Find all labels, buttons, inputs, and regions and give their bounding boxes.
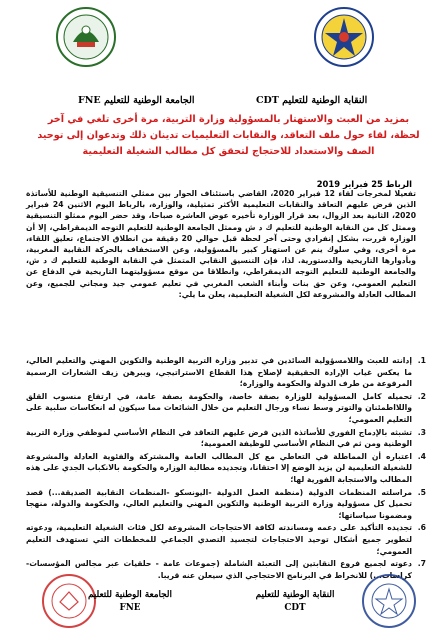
demand-item [26, 451, 426, 486]
demand-number: 2. [417, 391, 426, 401]
demands-list [26, 355, 426, 582]
demand-text: تحميله كامل المسؤولية للوزارة بصفة خاصة، والحكومة بصفة عامة، في ارتفاع منسوب القلق واللااطمئنان والتوتر وسط نساء ورجال التعليم من خلال الشائعات مما سيكون له انعكاسات سلبية على التعليم العمومي؛ [26, 391, 412, 424]
demand-number: 5. [417, 487, 426, 497]
demand-text: اعتباره أن المماطلة في التعاطي مع كل المطالب العامة والمشتركة والفئوية العادلة والمشروعة للشغيلة التعليمية لن يزيد الوضع إلا احتقانا، وتجديده مطالبة الوزارة والحكومة بالانكباب الجدي على هذه المطالب والاستجابة الفورية لها؛ [26, 451, 412, 484]
demand-item [26, 487, 426, 522]
cdt-signature-abbr: CDT [284, 603, 306, 613]
document-date: الرباط 25 فبراير 2019 [316, 179, 412, 189]
cdt-header-name: النقابة الوطنية للتعليم CDT [256, 95, 368, 106]
demand-item [26, 355, 426, 390]
headline: بمزيد من العبث والاستهتار بالمسؤولية وزارة التربية، مرة أخرى تلغي في آخر لحظة، لقاء حول ملف التعاقد، والنقابات التعليميات تدينان ذلك وتدعوان إلى توحيد الصف والاستعداد للاحتجاج لتحقق كل مطالب الشغيلة التعليمية [37, 114, 420, 158]
demand-number: 1. [417, 356, 426, 365]
demand-text: مراسلته المنظمات الدولية (منظمة العمل الدولية -اليونسكو -المنظمات النقابية الصديقة...) قصد تحميل كل مسؤولية وزارة التربية الوطنية والتكوين المهني والتعليم العالي، والحكومة والدولة، منهجا ومضمونا سياساتها؛ [26, 487, 412, 520]
demand-item [26, 427, 426, 450]
demand-text: دعوته لجميع فروع النقابتين إلى التعبئة الشاملة (جموعات عامة - حلقيات عبر مجالس المؤسسات- كراسات...) للانخراط في البرنامج الاحتجاجي الذي سيعلن عنه قريبا. [26, 559, 412, 580]
demand-number: 4. [417, 451, 426, 461]
demand-text: إدانته للعبث واللامسؤولية السائدين في تدبير وزارة التربية الوطنية والتكوين المهني والتعليم العالي، ما يعكس غياب الإرادة الحقيقية لإصلاح هذا القطاع الاستراتيجي، ويبرهن زيف الشعارات الرسمية المرفوعة من طرف الدولة والحكومة والوزارة؛ [26, 356, 412, 389]
fne-header-name: الجامعة الوطنية للتعليم FNE [78, 95, 195, 106]
fne-signature-abbr: FNE [119, 603, 141, 613]
fne-signature-name: الجامعة الوطنية للتعليم [88, 590, 172, 600]
fne-signature [75, 589, 185, 615]
demand-item [26, 391, 426, 426]
cdt-stamp-icon [360, 572, 418, 630]
demand-text: تجديده التأكيد على دعمه ومساندته لكافة الاحتجاجات المشروعة لكل فئات الشغيلة التعليمية، ودعوته لتطوير جميع أشكال توحيد الاحتجاجات لتجسيد التصدي الجماعي للمخططات التي تستهدف التعليم العمومي؛ [26, 523, 412, 556]
demand-number: 3. [417, 427, 426, 437]
intro-text: تفعيلا لمخرجات لقاء 12 فبراير 2020، القاضي باستئناف الحوار بين ممثلي التنسيقية الوطنية للأساتذة الذين فرض عليهم التعاقد والنقابات التعليمية الأكثر تمثيلية، والوزارة، بالرباط اليوم الاثنين 24 فبراير 2020، الثانية بعد الزوال، بعد قرار الوزارة تأخيره عوض العاشرة صباحا، وقد حضر اليوم ممثلو التنسيقية وممثل كل من النقابة الوطنية للتعليم ك د ش وممثل الجامعة الوطنية للتعليم التوجه الديمقراطي، إلا أن الوزارة قررت، بشكل إنفرادي وحتى آخر لحظة قبل حوالي 20 دقيقة من انطلاق الاجتماع، تعليق اللقاء، مرة أخرى، وفي سلوك ينم عن استهتار كبير بالمسؤولية، وعن الاستخفاف بالحركة النقابية المغربية، وبأدوارها التاريخية والدستورية. لذا، فإن التنسيق النقابي المتمثل في النقابة الوطنية للتعليم ك د ش، والجامعة الوطنية للتعليم التوجه الديمقراطي، وانطلاقا من موقع مسؤوليتهما التاريخية في الدفاع عن التعليم العمومي، وعن حق بنات وأبناء الشعب المغربي في تعليم عمومي جيد ومجاني للجميع، وعن المطالب العادلة والمشروعة لكل الشغيلة التعليمية، يعلن ما يلي: [26, 189, 416, 299]
demand-number: 7. [417, 559, 426, 569]
demand-item [26, 522, 426, 557]
demand-number: 6. [417, 523, 426, 533]
cdt-signature-name: النقابة الوطنية للتعليم [255, 590, 335, 600]
cdt-logo-icon [313, 6, 375, 68]
intro-paragraph [26, 188, 416, 300]
demand-text: تشبثه بالإدماج الفوري للأساتذة الذين فرض عليهم التعاقد في النظام الأساسي لموظفي وزارة التربية الوطنية ومن ثم في النظام الأساسي للوظيفة العمومية؛ [26, 427, 412, 449]
fne-logo-icon [55, 6, 117, 68]
cdt-signature [240, 589, 350, 615]
